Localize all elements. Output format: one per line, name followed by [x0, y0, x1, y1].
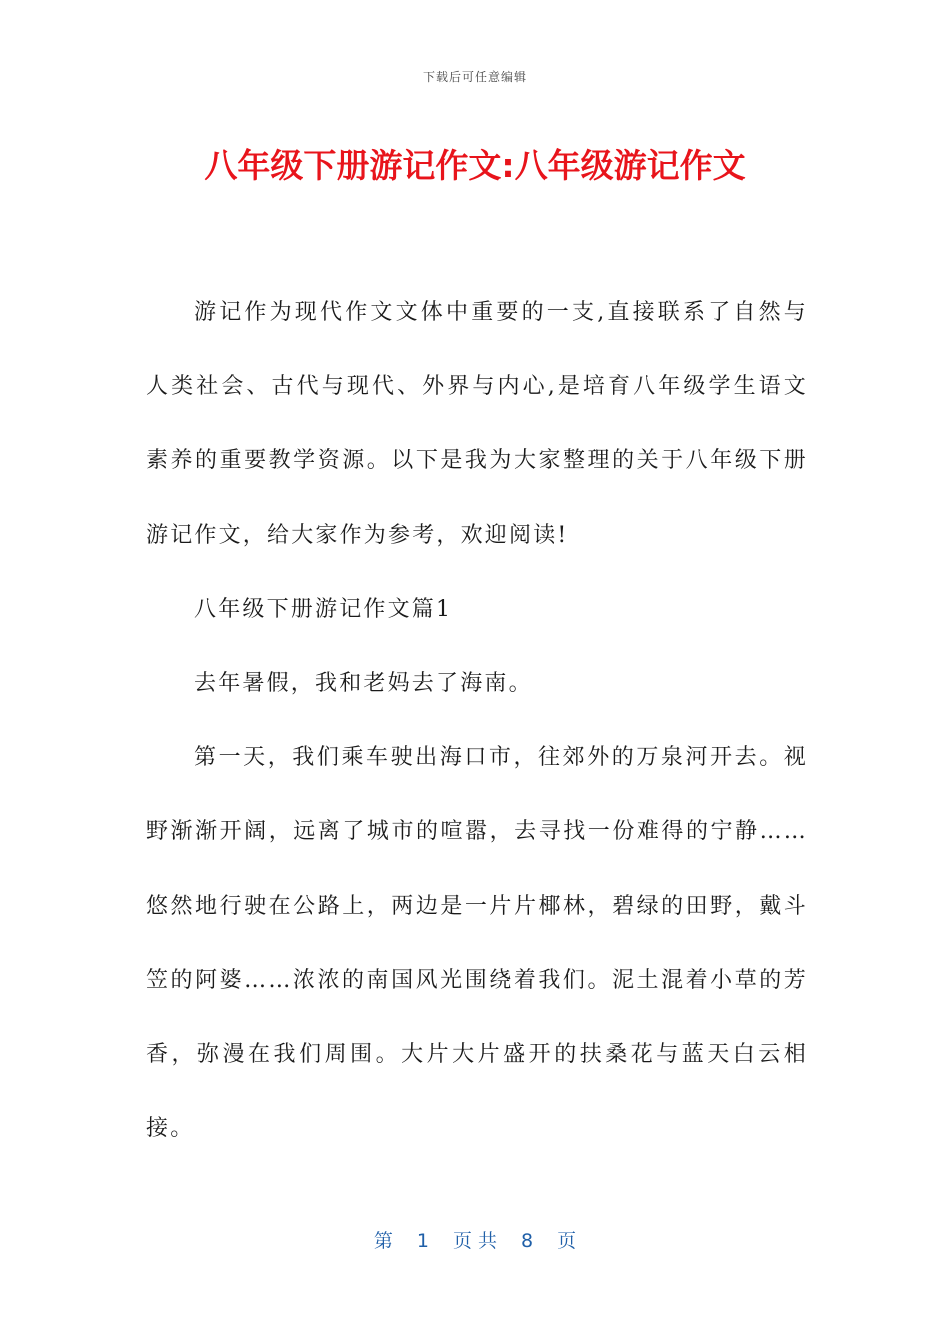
- page-title: 八年级下册游记作文:八年级游记作文: [204, 146, 746, 185]
- body-paragraph: 去年暑假，我和老妈去了海南。: [194, 671, 533, 697]
- document-body: [146, 276, 808, 1166]
- footer-middle: 页 共: [452, 1230, 498, 1252]
- total-pages-number: 8: [521, 1230, 534, 1252]
- footer-suffix: 页: [557, 1230, 577, 1252]
- current-page-number: 1: [416, 1230, 429, 1252]
- footer-prefix: 第: [373, 1230, 393, 1252]
- intro-paragraph: 游记作为现代作文文体中重要的一支,直接联系了自然与人类社会、古代与现代、外界与内心,是培育八年级学生语文素养的重要教学资源。以下是我为大家整理的关于八年级下册游记作文，给大家作为参考，欢迎阅读!: [146, 300, 808, 548]
- body-paragraph: 第一天，我们乘车驶出海口市，往郊外的万泉河开去。视野渐渐开阔，远离了城市的喧嚣，去寻找一份难得的宁静……悠然地行驶在公路上，两边是一片片椰林，碧绿的田野，戴斗笠的阿婆……浓浓的南国风光围绕着我们。泥土混着小草的芳香，弥漫在我们周围。大片大片盛开的扶桑花与蓝天白云相接。: [146, 745, 808, 1142]
- page-footer: [0, 1226, 950, 1253]
- section-heading: 八年级下册游记作文篇1: [194, 596, 453, 622]
- header-note: 下载后可任意编辑: [422, 70, 527, 84]
